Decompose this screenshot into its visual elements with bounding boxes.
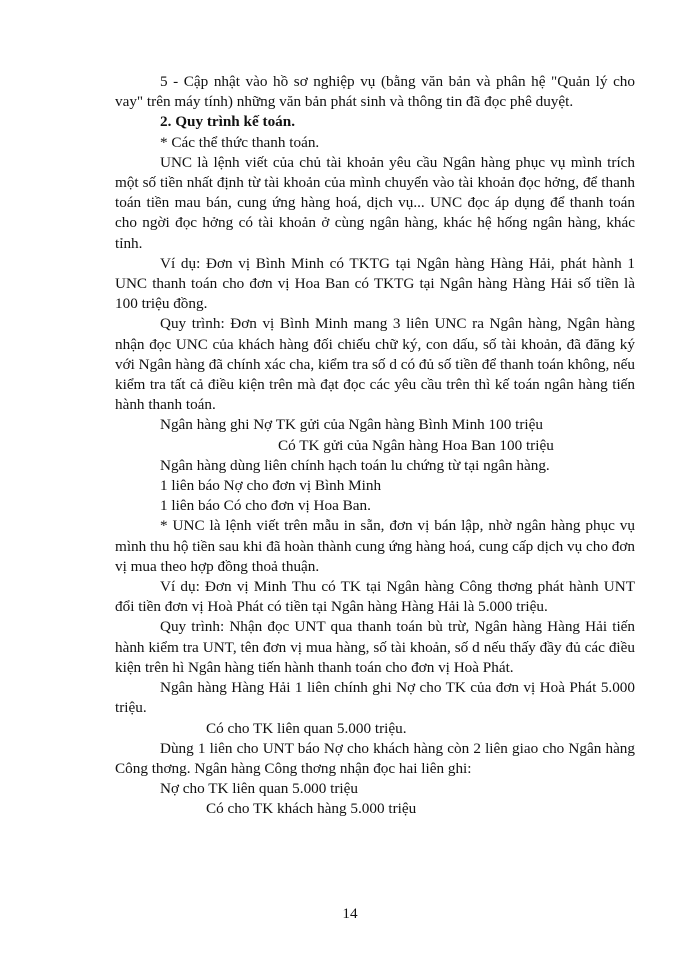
entry-credit-related: Có cho TK liên quan 5.000 triệu.: [206, 719, 407, 737]
paragraph-example-binh-minh: Ví dụ: Đơn vị Bình Minh có TKTG tại Ngân hàng Hàng Hải, phát hành 1 UNC thanh toán cho đơn vị Hoa Ban có TKTG tại Ngân hàng Hàng Hải số tiền là 100 triệu đồng.: [115, 254, 635, 313]
paragraph-process-binh-minh: Quy trình: Đơn vị Bình Minh mang 3 liên UNC ra Ngân hàng, Ngân hàng nhận đọc UNC của khách hàng đối chiếu chữ ký, con dấu, số tài khoản, đã đăng ký với Ngân hàng đã chính xác cha, kiểm tra số d có đủ số tiền để thanh toán không, nếu kiểm tra tất cả điều kiện trên mà đạt đọc các yêu cầu trên thì kế toán ngân hàng tiến hành thanh toán.: [115, 315, 635, 414]
list-item-credit-notice: 1 liên báo Có cho đơn vị Hoa Ban.: [160, 497, 371, 515]
paragraph-unt-copies: Dùng 1 liên cho UNT báo Nợ cho khách hàng còn 2 liên giao cho Ngân hàng Công thơng. Ngân hàng Công thơng nhận đọc hai liên ghi:: [115, 739, 635, 777]
entry-credit-customer: Có cho TK khách hàng 5.000 triệu: [206, 800, 417, 818]
entry-credit-hoa-ban: Có TK gửi của Ngân hàng Hoa Ban 100 triệu: [278, 436, 554, 454]
paragraph-example-minh-thu: Ví dụ: Đơn vị Minh Thu có TK tại Ngân hàng Công thơng phát hành UNT đổi tiền đơn vị Hoà Phát có tiền tại Ngân hàng Hàng Hải là 5.000 triệu.: [115, 578, 635, 616]
document-body: [115, 72, 635, 820]
subheading-payment-methods: * Các thể thức thanh toán.: [160, 133, 320, 151]
list-item-debit-notice: 1 liên báo Nợ cho đơn vị Bình Minh: [160, 477, 382, 495]
entry-debit-binh-minh: Ngân hàng ghi Nợ TK gửi của Ngân hàng Bình Minh 100 triệu: [160, 416, 543, 434]
section-heading-accounting-process: 2. Quy trình kế toán.: [160, 113, 296, 131]
page-number: 14: [342, 905, 358, 922]
paragraph-main-copy: Ngân hàng dùng liên chính hạch toán lu chứng từ tại ngân hàng.: [160, 456, 550, 474]
paragraph-process-unt: Quy trình: Nhận đọc UNT qua thanh toán bù trừ, Ngân hàng Hàng Hải tiến hành kiểm tra UNT, tên đơn vị mua hàng, số tài khoản, số d nếu thấy đầy đủ các điều kiện trên hì Ngân hàng tiến hành thanh toán cho đơn vị Hoà Phát.: [115, 618, 635, 676]
paragraph-unt-definition: * UNC là lệnh viết trên mẫu in sẵn, đơn vị bán lập, nhờ ngân hàng phục vụ mình thu hộ tiền sau khi đã hoàn thành cung ứng hàng hoá, cung cấp dịch vụ cho đơn vị mua theo hợp đồng thoả thuận.: [115, 517, 635, 575]
paragraph-hang-hai-debit: Ngân hàng Hàng Hải 1 liên chính ghi Nợ cho TK của đơn vị Hoà Phát 5.000 triệu.: [115, 679, 635, 717]
paragraph-update-records: 5 - Cập nhật vào hồ sơ nghiệp vụ (bằng văn bản và phân hệ "Quản lý cho vay" trên máy tính) những văn bản phát sinh và thông tin đã đọc phê duyệt.: [115, 73, 635, 111]
entry-debit-related: Nợ cho TK liên quan 5.000 triệu: [160, 780, 358, 798]
paragraph-unc-definition: UNC là lệnh viết của chủ tài khoản yêu cầu Ngân hàng phục vụ mình trích một số tiền nhất định từ tài khoản của mình chuyển vào tài khoản đọc hởng, để thanh toán tiền mau bán, cung ứng hàng hoá, dịch vụ... UNC đọc áp dụng để thanh toán cho ngời đọc hởng có tài khoản ở cùng ngân hàng, khác hệ hống ngân hàng, khác tỉnh.: [115, 153, 635, 252]
